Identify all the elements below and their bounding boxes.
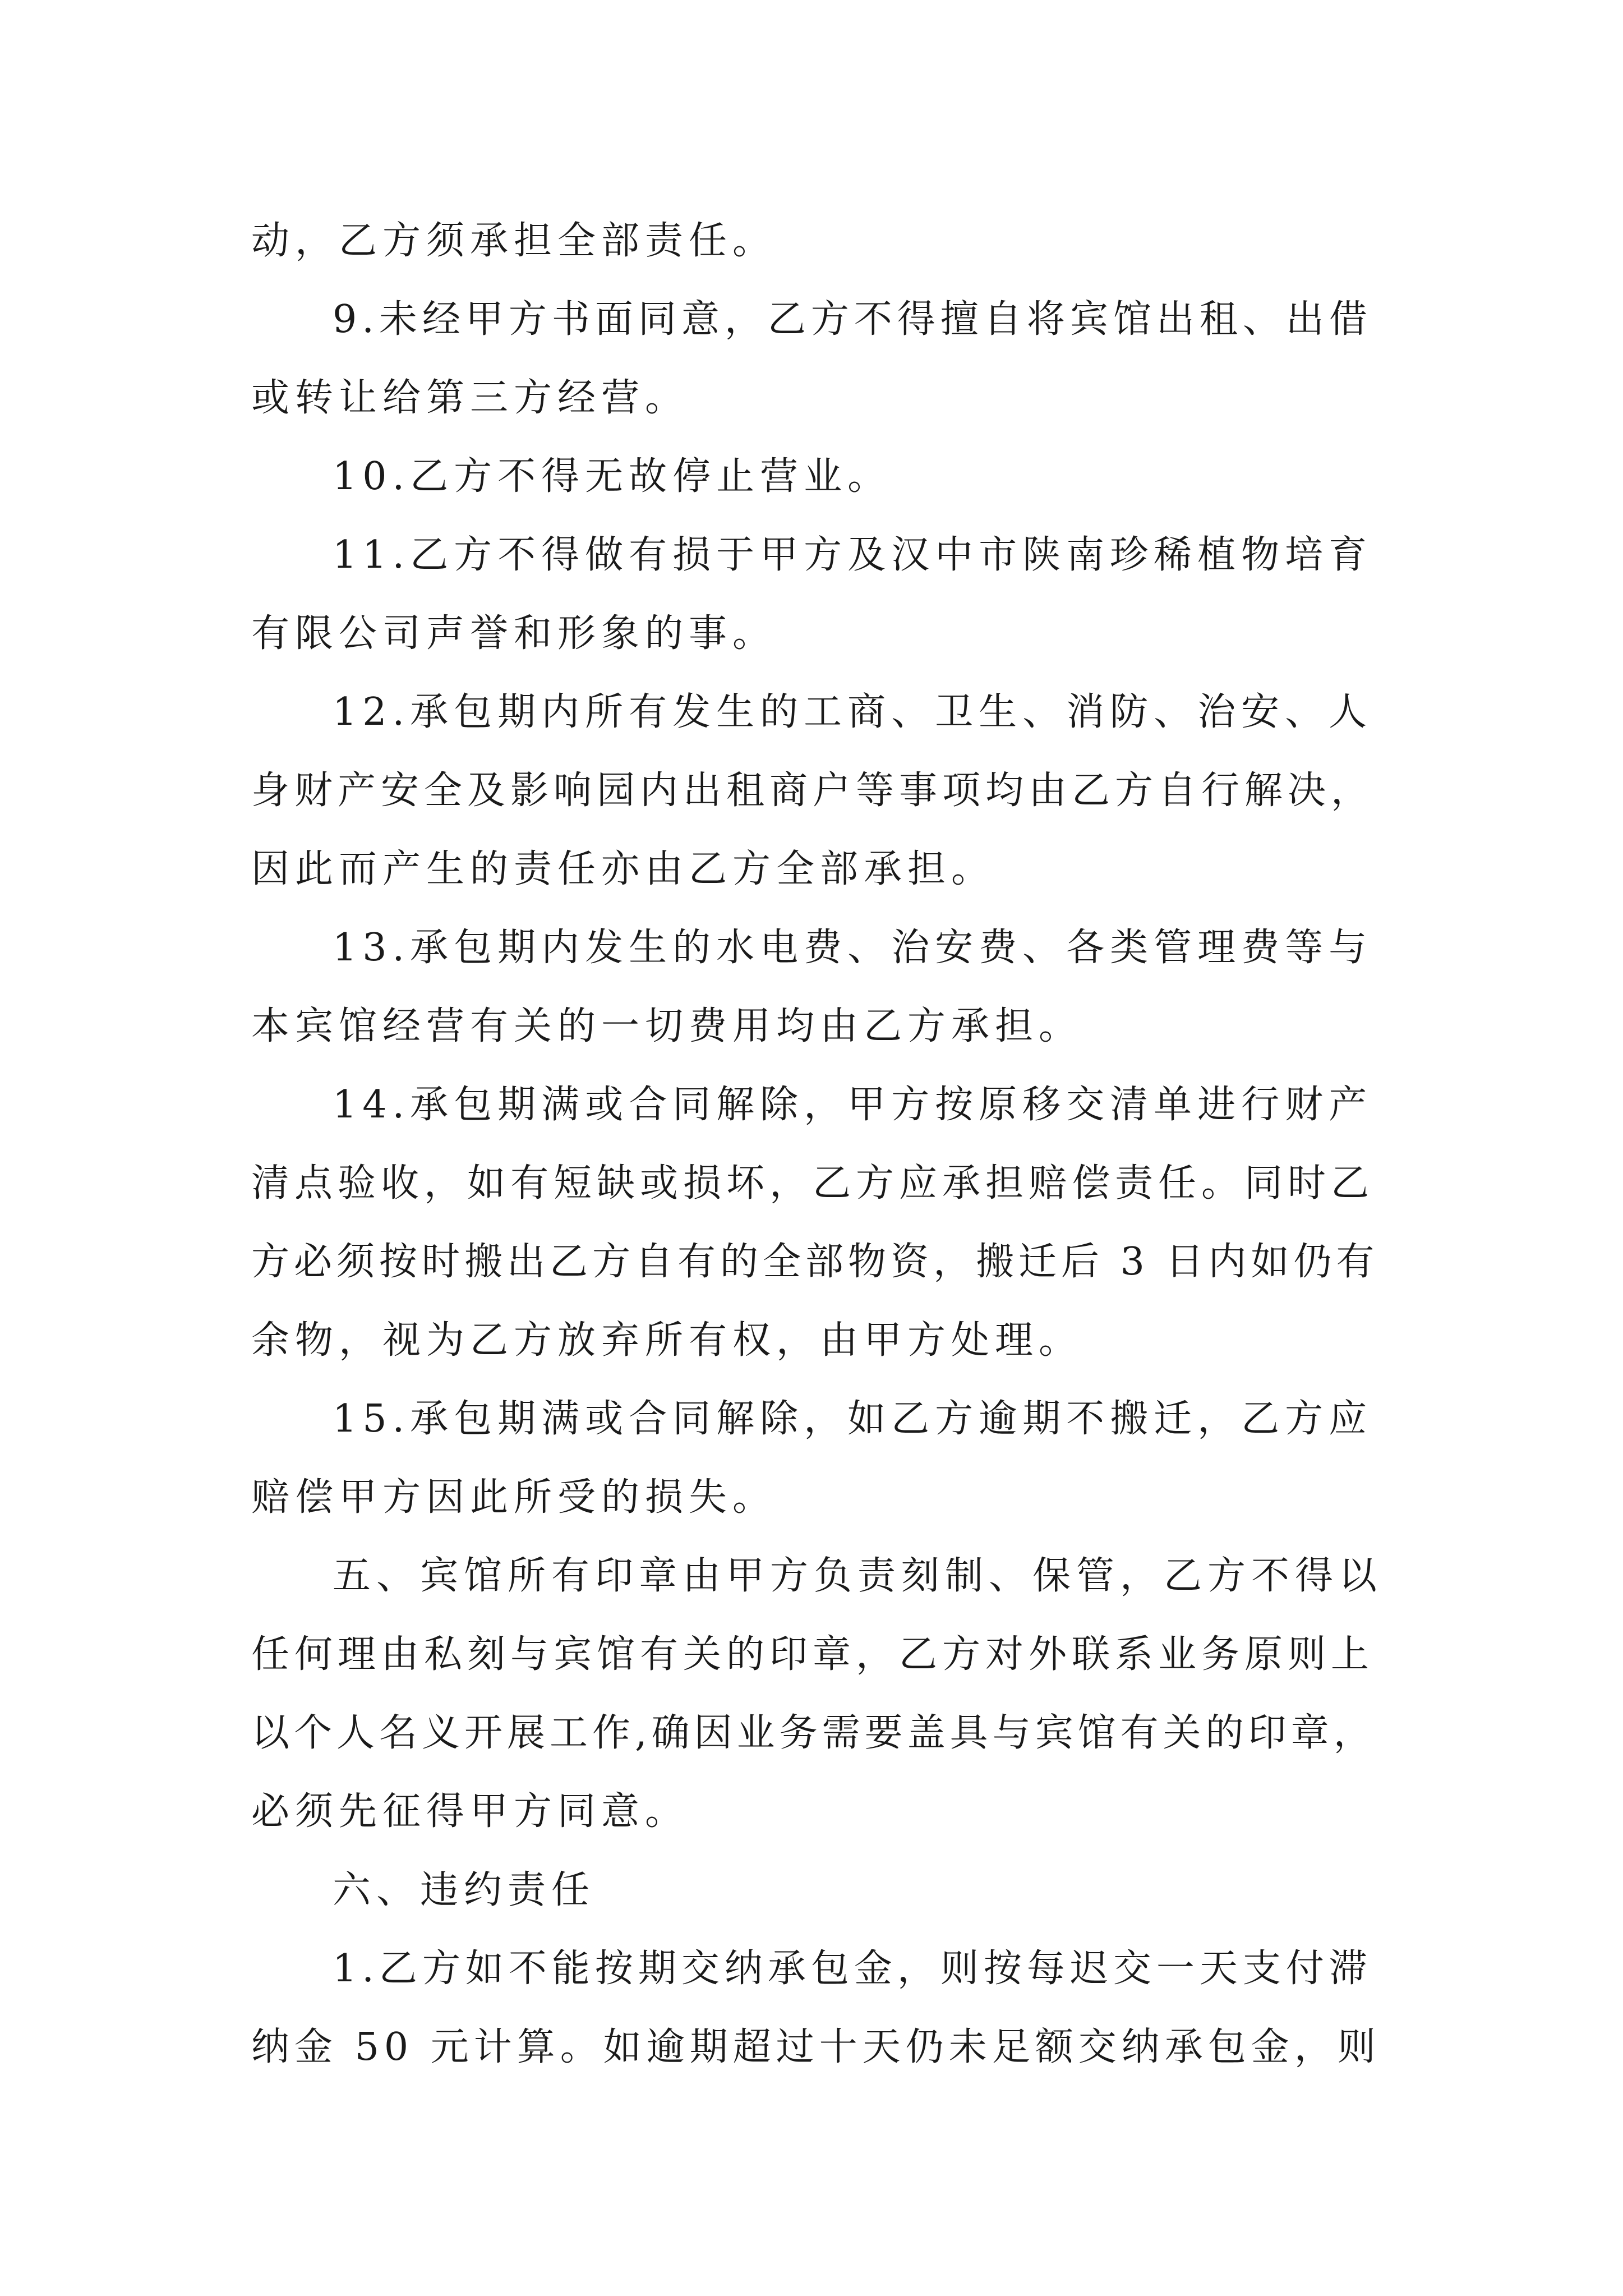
text-line: 方必须按时搬出乙方自有的全部物资，搬迁后 3 日内如仍有 [251,1240,1379,1284]
text-line: 1.乙方如不能按期交纳承包金，则按每迟交一天支付滞 [333,1947,1372,1991]
text-line: 必须先征得甲方同意。 [251,1789,689,1834]
text-line: 本宾馆经营有关的一切费用均由乙方承担。 [251,1004,1083,1048]
text-line: 有限公司声誉和形象的事。 [251,611,777,656]
text-line: 10.乙方不得无故停止营业。 [333,454,892,499]
text-line: 任何理由私刻与宾馆有关的印章，乙方对外联系业务原则上 [251,1632,1375,1677]
text-line: 纳金 50 元计算。如逾期超过十天仍未足额交纳承包金，则 [251,2025,1381,2069]
text-line: 14.承包期满或合同解除，甲方按原移交清单进行财产 [333,1083,1373,1127]
text-line: 13.承包期内发生的水电费、治安费、各类管理费等与 [333,926,1373,970]
text-line: 身财产安全及影响园内出租商户等事项均由乙方自行解决， [251,769,1375,813]
text-line: 赔偿甲方因此所受的损失。 [251,1475,777,1520]
text-line: 余物，视为乙方放弃所有权，由甲方处理。 [251,1318,1083,1363]
text-line: 9.未经甲方书面同意，乙方不得擅自将宾馆出租、出借 [333,297,1372,342]
text-line: 清点验收，如有短缺或损坏，乙方应承担赔偿责任。同时乙 [251,1161,1375,1205]
text-line: 因此而产生的责任亦由乙方全部承担。 [251,847,995,891]
text-line: 五、宾馆所有印章由甲方负责刻制、保管，乙方不得以 [333,1554,1383,1598]
text-line: 15.承包期满或合同解除，如乙方逾期不搬迁，乙方应 [333,1397,1373,1441]
text-line: 12.承包期内所有发生的工商、卫生、消防、治安、人 [333,690,1373,734]
text-line: 11.乙方不得做有损于甲方及汉中市陕南珍稀植物培育 [333,533,1373,577]
text-line: 或转让给第三方经营。 [251,376,689,420]
text-line: 动，乙方须承担全部责任。 [251,219,777,263]
section-heading: 六、违约责任 [333,1868,596,1912]
text-line: 以个人名义开展工作,确因业务需要盖具与宾馆有关的印章， [251,1711,1376,1755]
